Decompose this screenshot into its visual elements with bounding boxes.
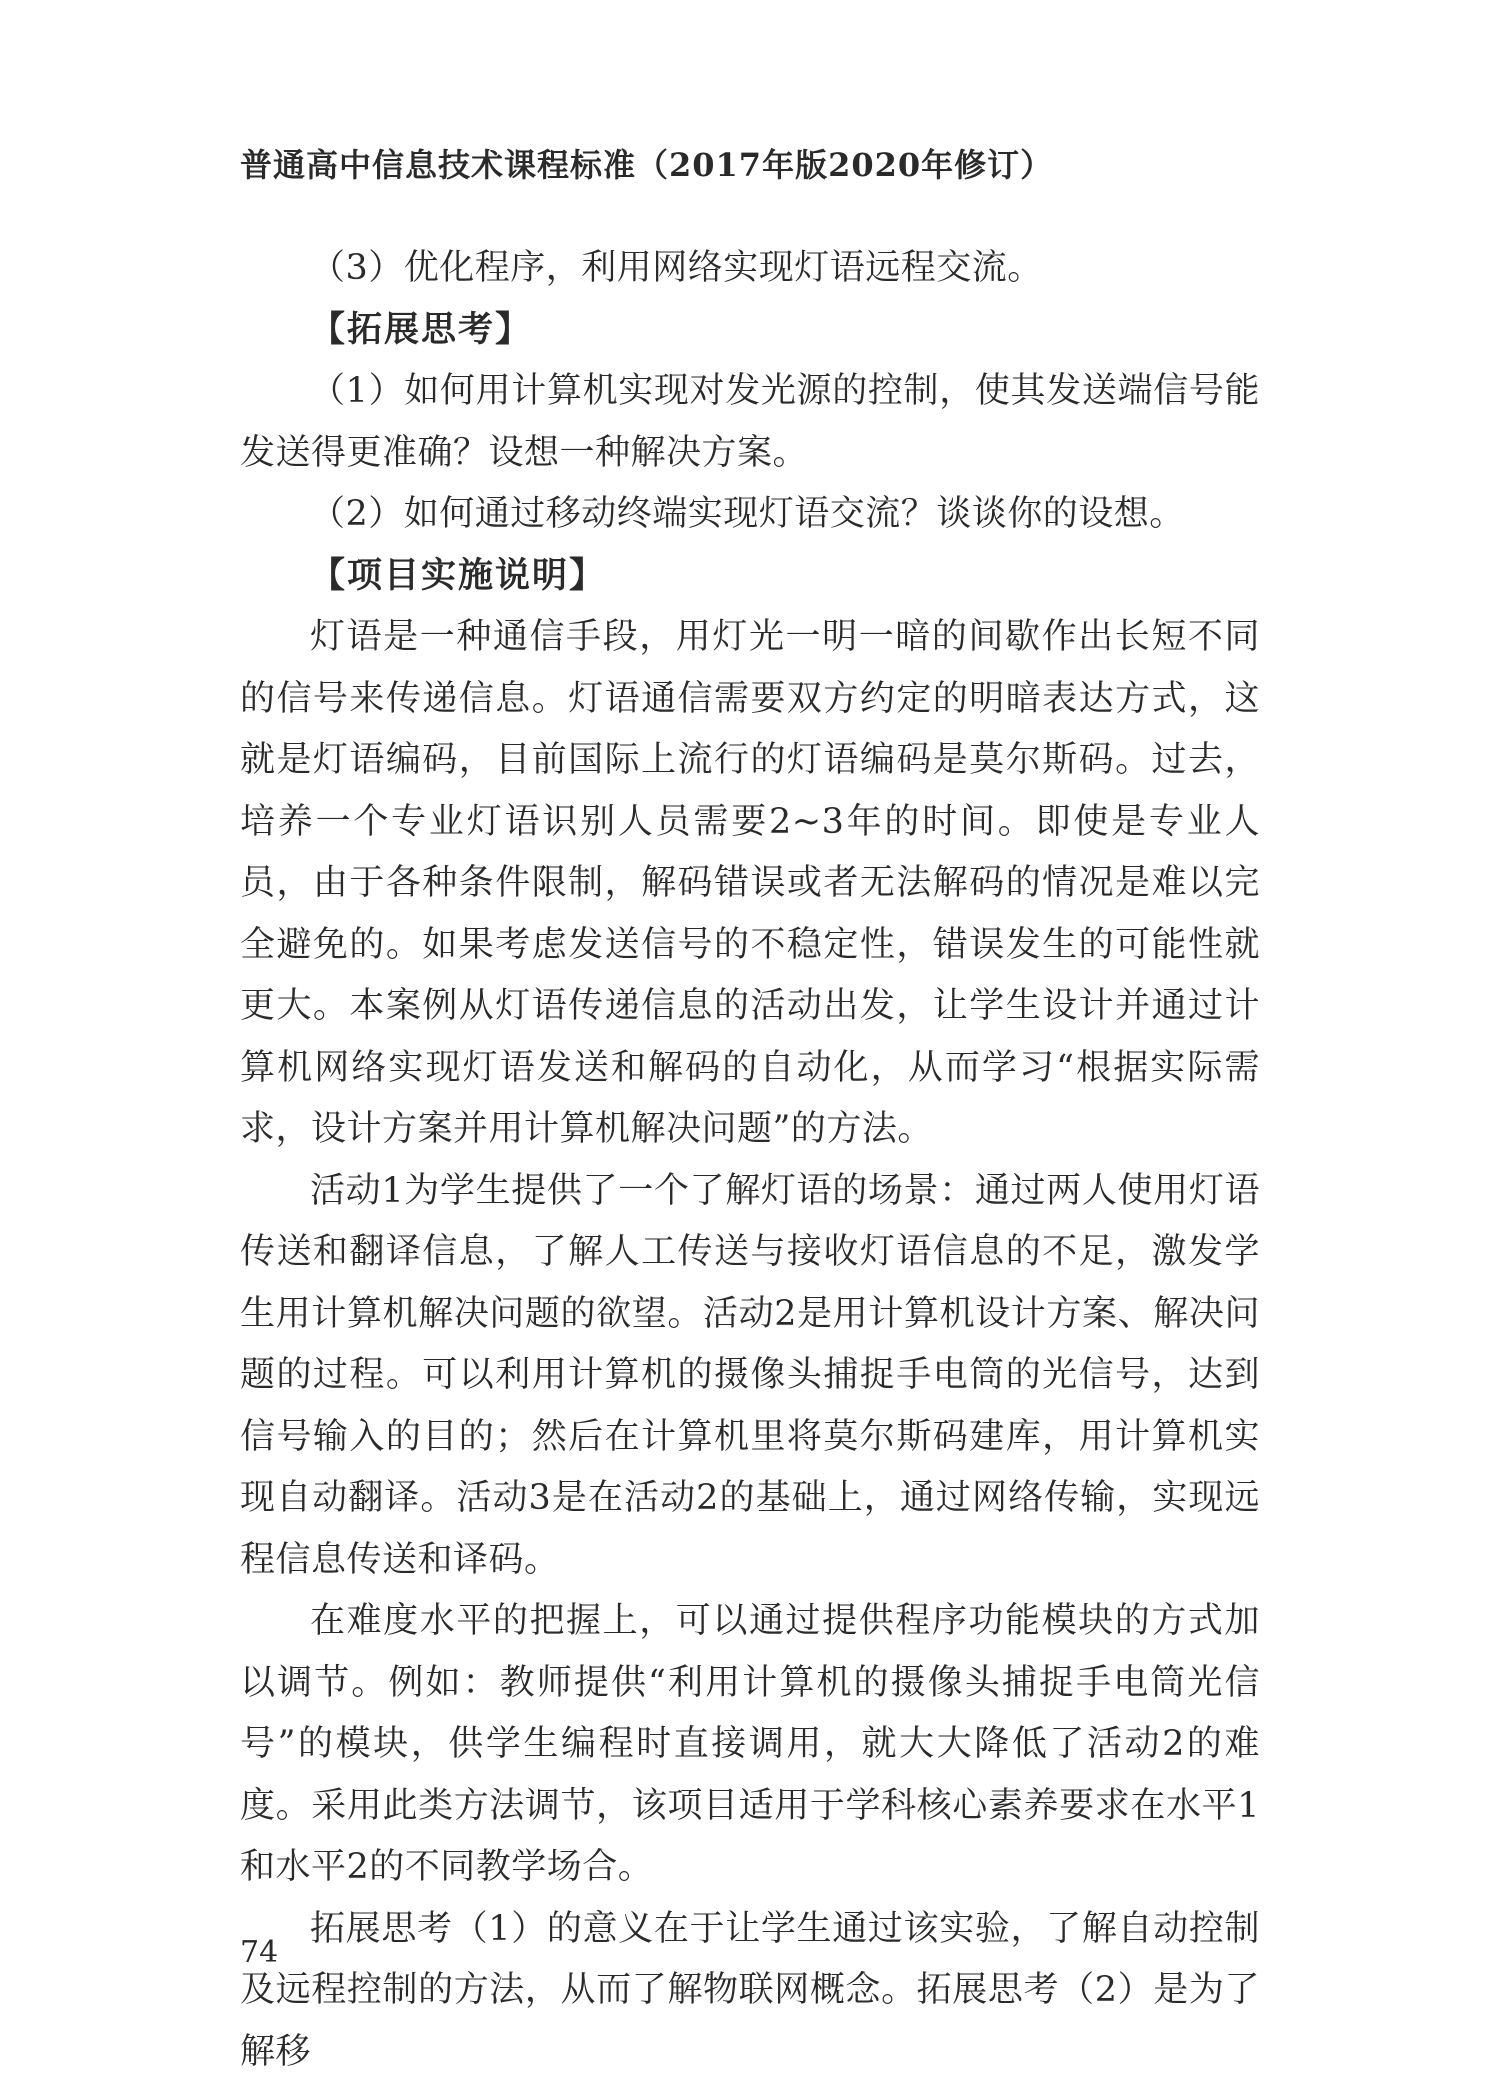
paragraph-step-3: （3）优化程序，利用网络实现灯语远程交流。	[310, 248, 1043, 288]
paragraph-question-2: （2）如何通过移动终端实现灯语交流？谈谈你的设想。	[310, 494, 1185, 534]
paragraph-difficulty: 在难度水平的把握上，可以通过提供程序功能模块的方式加以调节。例如：教师提供“利用计算机的摄像头捕捉手电筒光信号”的模块，供学生编程时直接调用，就大大降低了活动2的难度。采用此类方法调节，该项目适用于学科核心素养要求在水平1和水平2的不同教学场合。	[240, 1601, 1260, 1887]
page-number: 74	[240, 1935, 279, 1970]
running-header: 普通高中信息技术课程标准（2017年版2020年修订）	[240, 146, 1054, 184]
paragraph-question-1: （1）如何用计算机实现对发光源的控制，使其发送端信号能发送得更准确？设想一种解决方案。	[240, 371, 1260, 473]
heading-extended-thinking: 【拓展思考】	[310, 309, 533, 350]
paragraph-activities: 活动1为学生提供了一个了解灯语的场景：通过两人使用灯语传送和翻译信息，了解人工传送与接收灯语信息的不足，激发学生用计算机解决问题的欲望。活动2是用计算机设计方案、解决问题的过程。可以利用计算机的摄像头捕捉手电筒的光信号，达到信号输入的目的；然后在计算机里将莫尔斯码建库，用计算机实现自动翻译。活动3是在活动2的基础上，通过网络传输，实现远程信息传送和译码。	[240, 1170, 1260, 1580]
body-text	[240, 238, 1260, 2083]
paragraph-light-signal-intro: 灯语是一种通信手段，用灯光一明一暗的间歇作出长短不同的信号来传递信息。灯语通信需要双方约定的明暗表达方式，这就是灯语编码，目前国际上流行的灯语编码是莫尔斯码。过去，培养一个专业灯语识别人员需要2~3年的时间。即使是专业人员，由于各种条件限制，解码错误或者无法解码的情况是难以完全避免的。如果考虑发送信号的不稳定性，错误发生的可能性就更大。本案例从灯语传递信息的活动出发，让学生设计并通过计算机网络实现灯语发送和解码的自动化，从而学习“根据实际需求，设计方案并用计算机解决问题”的方法。	[240, 617, 1260, 1149]
paragraph-extended-meaning: 拓展思考（1）的意义在于让学生通过该实验，了解自动控制及远程控制的方法，从而了解物联网概念。拓展思考（2）是为了解移	[240, 1908, 1260, 2072]
heading-implementation-notes: 【项目实施说明】	[310, 555, 607, 596]
